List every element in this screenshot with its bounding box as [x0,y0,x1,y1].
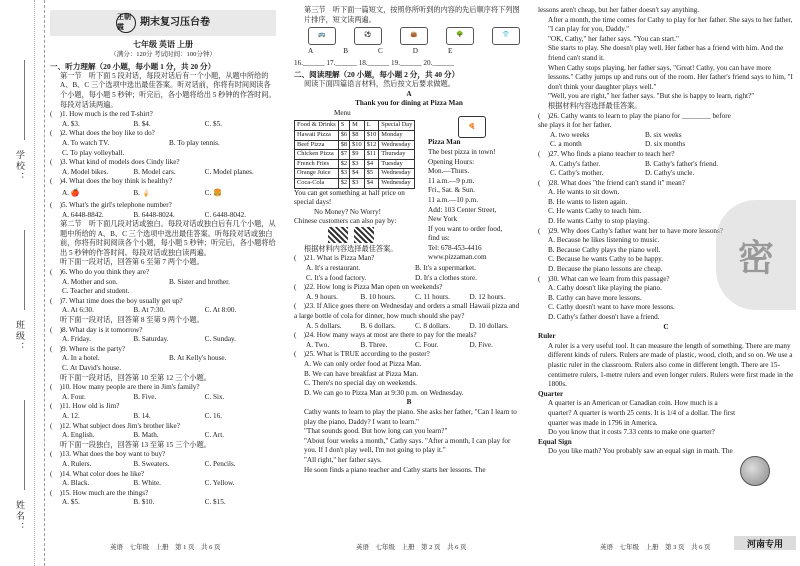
option: C. 6448-8042. [204,210,246,219]
option: A. At 6:30. [62,306,94,315]
info-line: The best pizza in town! [428,147,496,156]
table-row [295,130,415,140]
option: A. We can only order food at Pizza Man. [304,360,422,368]
passage-letter-c: C [663,322,669,331]
table-row [295,150,415,160]
passage-letter-b: B [406,398,412,407]
table-cell: $4 [364,178,379,188]
option: A. In a hotel. [62,354,100,363]
table-cell: $4 [350,169,365,179]
option: C. At David's house. [62,364,121,372]
option: C. Cathy doesn't want to have more lessons. [548,303,675,312]
qr-code-icon [328,227,348,243]
option: C. Art. [204,431,225,440]
picture-label: B [343,47,348,56]
passage-letter-a: A [406,89,412,98]
burger-icon: 🍔 [213,189,222,198]
option: C. Pencils. [204,459,236,468]
class-label: 班级： [15,320,25,353]
table-cell: Monday [379,130,415,140]
table-cell: $7 [338,150,349,160]
option: D. He wants Cathy to stop playing. [548,217,650,226]
table-cell: $5 [364,169,379,179]
question-1: ( )1. How much is the red T-shirt? [50,110,153,119]
picture-label: D [412,47,418,56]
table-cell: Special Day [379,121,415,131]
question-13: ( )13. What does the boy want to buy? [50,450,166,459]
option: D. Because the piano lessons are cheap. [548,265,663,274]
quarter-text: A quarter is an American or Canadian coin. How much is a quarter? A quarter is worth 25 cents. It is 1/4 of a dollar. The first quarter was made in 1796 in America. [548,399,736,427]
page-footer-1: 英语 七年级 上册 第 1 页 共 6 页 [110,544,221,551]
passage-b-paragraph: "All right," her father says. [304,455,382,464]
option: B. We can have breakfast at Pizza Man. [304,369,419,378]
option: B. At 7:30. [133,306,165,315]
option: A. It's a restaurant. [306,264,361,273]
class-line [24,230,25,310]
option: C. 11 hours. [415,292,450,301]
option: A. English. [62,431,95,440]
option: A. 9 hours. [306,292,338,301]
no-money-note: No Money? No Worry! [314,207,381,216]
passage-b-paragraph: Cathy wants to learn to play the piano. She asks her father, "Can I learn to play the piano, Daddy? I want to learn." [304,407,517,426]
option: A. Because he likes listening to music. [548,236,660,245]
info-line: Add: 103 Center Street, [428,205,497,214]
passage-b-paragraph: She starts to play. She doesn't play well. Her father has a friend with him. And the friend can't stand it. [548,44,784,62]
part-1-instructions: 第一节 听下面 5 段对话，每段对话后有一个小题，从题中所给的 A、B、C 三个选项中选出最佳答案。听对话前，你将有时间阅读各个小题，每小题 5 秒钟；听完后，各小题将给出 5 秒钟的作答时间。每段对话读两遍。 [60,71,276,109]
title-banner [50,10,276,36]
equal-sign-text: Do you like math? You probably saw an equal sign in math. The [548,447,733,456]
option: B. 6448-8024. [133,210,175,219]
logo-seal: 王朝霞 [116,13,136,33]
ball-icon: ⚽ [354,27,382,45]
table-cell: Chicken Pizza [295,150,339,160]
option: A. 6448-8842. [62,210,104,219]
info-line: New York [428,215,458,224]
option: B. Model cars. [133,167,176,176]
info-line: 11 a.m.—9 p.m. [428,176,475,185]
ruler-heading: Ruler [538,332,556,341]
pizza-man-name: Pizza Man [428,138,461,147]
question-7: ( )7. What time does the boy usually get up? [50,296,183,305]
bus-icon: 🚌 [308,27,336,45]
option: C. Model planes. [204,167,254,176]
option: A. Two. [306,340,330,349]
question-2: ( )2. What does the boy like to do? [50,129,155,138]
quarter-question: Do you know that it costs 7.33 cents to make one quarter? [548,428,715,437]
option: B. 6 dollars. [360,321,396,330]
option: C. Sunday. [204,335,236,344]
note-8-9: 听下面一段对话，回答第 8 至第 9 两个小题。 [60,316,204,325]
passage-b-continued: lessons aren't cheap, but her father doesn't say anything. [538,6,700,14]
passage-b-paragraph: "About four weeks a month," Cathy says. "After a month, I can play for you. If I don't play well, I'm not going to play it." [304,436,511,455]
info-line: Mon.—Thurs. [428,167,470,176]
option: A. Four. [62,392,86,401]
question-29: ( )29. Why does Cathy's father want her to have more lessons? [538,226,723,235]
passage-b-paragraph: When Cathy stops playing, her father says, "Great! Cathy, you can have more lessons." Cathy jumps up and runs out of the room. Her father's friend says to him, "I don't think your daughter plays well." [548,63,793,91]
note-6-7: 听下面一段对话，回答第 6 至第 7 两个小题。 [60,258,204,267]
option: B. 10 hours. [360,292,396,301]
option: B. Saturday. [133,335,169,344]
question-4: ( )4. What does the boy think is healthy? [50,177,173,186]
ice-cream-icon: 🍦 [141,189,151,198]
table-cell: $10 [350,140,365,150]
qr-code-icon [354,227,374,243]
section-listening: 一、听力理解（20 小题，每小题 1 分，共 20 分） [50,62,216,72]
option: D. Cathy's father doesn't have a friend. [548,313,660,321]
option: D. six months [645,140,686,149]
question-30: ( )30. What can we learn from this passage? [538,274,670,283]
table-row [295,178,415,188]
pizza-man-info [428,116,524,263]
part-2-instructions: 第二节 听下面几段对话或独白。每段对话或独白后有几个小题，从题中所给的 A、B、C 三个选项中选出最佳答案。听每段对话或独白前，你将有时间阅读各个小题，每小题 5 秒钟；听完后，各小题将给出 5 秒钟的作答时间。每段对话或独白读两遍。 [60,220,276,257]
picture-label: A [308,47,314,56]
question-25: ( )25. What is TRUE according to the poster? [294,350,430,359]
option: A. Friday. [62,335,91,344]
table-cell: Orange Juice [295,169,339,179]
page-footer-2: 英语 七年级 上册 第 2 页 共 6 页 [356,544,467,551]
option: C. Teacher and student. [62,287,130,296]
question-14: ( )14. What color does he like? [50,469,145,478]
question-10: ( )10. How many people are there in Jim's family? [50,383,200,392]
table-cell: $10 [364,130,379,140]
pizza-chef-icon: 🍕 [458,116,486,138]
table-cell: Thursday [379,150,415,160]
info-line: Tel: 678-453-4416 [428,243,482,252]
option: A. two weeks [550,130,590,139]
question-27: ( )27. Who finds a piano teacher to teach her? [538,149,675,158]
table-row [295,159,415,169]
option: B. He wants to listen again. [548,197,628,206]
passage-b-paragraph: "That sounds good. But how long can you learn?" [304,427,448,436]
option: B. To play tennis. [169,138,220,147]
option: D. Cathy's uncle. [645,169,695,178]
picture-label: E [448,47,453,56]
option: B. Because Cathy plays the piano well. [548,245,661,254]
option: B. Sweaters. [133,459,170,468]
question-5: ( )5. What's the girl's telephone number? [50,200,172,209]
table-cell: Food & Drinks [295,121,339,131]
option: D. Five. [469,340,493,349]
option: C. $15. [204,498,226,507]
option: C. To play volleyball. [62,148,125,157]
part-3-instructions: 第三节 听下面一篇短文，按照你所听到的内容的先后顺序将下列图片排序，短文读两遍。 [304,6,520,24]
ruler-text: A ruler is a very useful tool. It can measure the length of something. There are many different kinds of rulers. Rulers are made of plastic, wood, cloth, and so on. We use a plastic ruler in the classroom. Rulers also come in different length. There are 15-centimetre rulers, 1-metre rulers and even longer rulers. Rulers were first made in the 1800s. [548,341,794,389]
option: C. Four. [415,340,439,349]
question-23: ( )23. If Alice goes there on Wednesday and orders a small Hawaii pizza and a large bottle of cola for dinner, how much should she pay? [294,302,520,321]
option: B. Three. [360,340,388,349]
payment-note: Chinese customers can also pay by: [294,217,397,226]
equal-sign-heading: Equal Sign [538,437,572,446]
option: C. At 8:00. [204,306,237,315]
option: D. 12 hours. [469,292,506,301]
page-footer-3: 英语 七年级 上册 第 3 页 共 6 页 [600,544,711,551]
half-price-note: You can get something at half price on special days! [294,188,405,207]
table-cell: $8 [350,130,365,140]
binding-margin [0,0,45,566]
option: C. It's a food factory. [306,273,367,282]
table-cell: $3 [350,159,365,169]
fruit-icon: 🍎 [70,189,80,198]
reading-instructions: 阅读下面四篇语言材料，然后按文后要求做题。 [304,79,455,88]
table-row [295,169,415,179]
option: C. Six. [204,392,225,401]
question-3: ( )3. What kind of models does Cindy like? [50,158,180,167]
option: B. [133,189,140,198]
quarter-coin-icon [740,456,770,486]
option: B. Five. [133,392,157,401]
option: C. 16. [204,411,223,420]
option: A. 12. [62,411,80,420]
table-cell: Hawaii Pizza [295,130,339,140]
info-line: www.pizzaman.com [428,253,487,262]
question-22: ( )22. How long is Pizza Man open on weekends? [294,283,443,292]
option: C. Yellow. [204,479,235,488]
column-1 [50,6,276,508]
table-row [295,140,415,150]
option: A. 5 dollars. [306,321,342,330]
tree-icon: 🌳 [446,27,474,45]
option: C. He wants Cathy to teach him. [548,207,642,216]
info-line: If you want to order food, [428,224,503,233]
picture-row [294,27,524,45]
note-10-12: 听下面一段对话，回答第 10 至第 12 三个小题。 [60,373,211,382]
option: A. Mother and son. [62,277,118,286]
option: B. At Kelly's house. [169,354,227,363]
choose-instructions: 根据材料内容选择最佳答案。 [304,244,398,253]
menu-title: Menu [334,108,351,117]
option: D. 10 dollars. [469,321,509,330]
name-label: 姓名： [15,500,25,533]
info-line: Fri., Sat. & Sun. [428,186,475,195]
option: A. $5. [62,498,80,507]
option: C. 8 dollars. [415,321,451,330]
passage-b-paragraph: "Well, you are right," her father says. "But she is happy to learn, right?" [548,92,755,101]
table-cell: S [338,121,349,131]
table-cell: $2 [338,178,349,188]
column-2 [294,6,524,475]
option: B. $4. [133,119,151,128]
option: C. [204,189,212,198]
table-cell: $8 [338,140,349,150]
option: B. Math. [133,431,159,440]
option: C. a month [550,140,582,149]
shirt-icon: 👕 [492,27,520,45]
passage-b-paragraph: He soon finds a piano teacher and Cathy starts her lessons. The [304,465,486,474]
passage-b-paragraph: "OK, Cathy," her father says. "You can start." [548,34,679,43]
table-cell: $12 [364,140,379,150]
table-cell: L [364,121,379,131]
info-line: Opening Hours: [428,157,475,166]
table-cell: $11 [364,150,379,160]
table-cell: $3 [350,178,365,188]
passage-b-paragraph: After a month, the time comes for Cathy to play for her father. She says to her father, "I can play for you, Daddy." [548,15,793,34]
question-26: ( )26. Cathy wants to learn to play the piano for ________ before she plays it for her father. [538,111,731,130]
option: B. Cathy's father's friend. [645,159,719,168]
option: B. $10. [133,498,155,507]
table-cell: Tuesday [379,159,415,169]
table-cell: Coca-Cola [295,178,339,188]
option: B. Cathy can have more lessons. [548,293,642,302]
grade-subtitle: 七年级 英语 上册 [133,40,193,49]
table-cell: Wednesday [379,178,415,188]
exam-meta: （满分：120分 考试时间：100分钟） [110,50,216,58]
question-24: ( )24. How many ways at most are there to pay for the meals? [294,331,477,340]
region-badge: 河南专用 [734,536,796,550]
table-cell: $2 [338,159,349,169]
option: A. [62,189,69,198]
question-6: ( )6. Who do you think they are? [50,268,150,277]
option: D. It's a clothes store. [415,273,477,282]
question-21: ( )21. What is Pizza Man? [294,254,375,263]
option: B. 14. [133,411,151,420]
option: A. Rulers. [62,459,92,468]
question-15: ( )15. How much are the things? [50,488,149,497]
quarter-heading: Quarter [538,389,564,398]
option: A. Model bikes. [62,167,109,176]
option: A. $3. [62,119,80,128]
question-28: ( )28. What does "the friend can't stand it" mean? [538,178,685,187]
school-line [24,60,25,140]
picture-label: C [378,47,383,56]
confidential-seal: 密 [716,200,796,310]
school-label: 学校： [15,150,25,183]
option: A. Black. [62,479,90,488]
table-cell: $4 [364,159,379,169]
option: B. White. [133,479,161,488]
option: D. We can go to Pizza Man at 9:30 p.m. on Wednesday. [304,388,464,397]
note-13-15: 听下面一段独白，回答第 13 至第 15 三个小题。 [60,440,211,449]
menu-table [294,120,415,188]
option: A. Cathy's father. [550,159,600,168]
question-9: ( )9. Where is the party? [50,344,126,353]
page-title: 期末复习压台卷 [140,17,210,29]
option: B. It's a supermarket. [415,264,476,273]
table-cell: Wednesday [379,169,415,179]
fold-line [34,0,35,566]
table-cell: M [350,121,365,131]
name-line [24,400,25,490]
question-12: ( )12. What subject does Jim's brother like? [50,421,180,430]
option: A. To watch TV. [62,138,110,147]
table-cell: Wednesday [379,140,415,150]
option: C. $5. [204,119,223,128]
info-line: find us: [428,234,450,243]
option: B. six weeks [645,130,682,139]
menu-heading: Thank you for dining at Pizza Man [355,99,463,108]
table-cell: Beef Pizza [295,140,339,150]
choose-instructions: 根据材料内容选择最佳答案。 [548,101,642,110]
table-cell: $9 [350,150,365,160]
option: A. Cathy doesn't like playing the piano. [548,284,662,293]
section-reading: 二、阅读理解（20 小题，每小题 2 分，共 40 分） [294,70,460,80]
question-11: ( )11. How old is Jim? [50,402,120,411]
option: C. Cathy's mother. [550,169,604,178]
table-cell: $6 [338,130,349,140]
question-8: ( )8. What day is it tomorrow? [50,325,143,334]
option: B. Sister and brother. [169,277,230,286]
table-header [295,121,415,131]
option: C. There's no special day on weekends. [304,379,417,388]
option: C. Because he wants Cathy to be happy. [548,255,664,264]
info-line: 11 a.m.—10 p.m. [428,195,479,204]
bag-icon: 👜 [400,27,428,45]
answer-blanks-16-20: 16.______ 17.______ 18.______ 19.______ 20.______ [294,58,454,67]
option: A. He wants to sit down. [548,188,620,197]
table-cell: French Fries [295,159,339,169]
table-cell: $3 [338,169,349,179]
